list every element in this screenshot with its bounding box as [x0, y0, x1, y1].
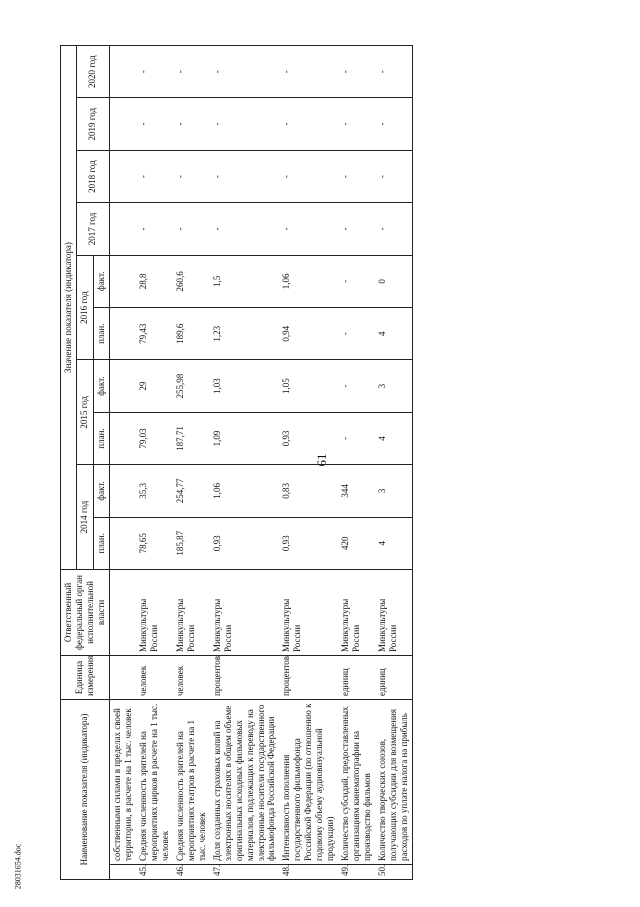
cell-p2016: - — [338, 308, 375, 360]
cell-y2020: - — [375, 46, 412, 98]
cell-num: 50. — [375, 865, 412, 880]
header-2020: 2020 год — [76, 46, 109, 98]
cell-y2019: - — [279, 98, 338, 150]
empty-cell — [109, 150, 135, 202]
cell-y2017: - — [136, 203, 173, 255]
cell-p2014: 0,93 — [210, 517, 280, 569]
cell-name: Средняя численность зрителей на мероприятиях цирков в расчете на 1 тыс. человек — [136, 699, 173, 864]
cell-y2020: - — [136, 46, 173, 98]
header-fact-2015: факт. — [93, 360, 109, 412]
cell-p2015: 187,71 — [173, 412, 210, 464]
cell-f2016: 1,5 — [210, 255, 280, 307]
cell-org: Минкультуры России — [136, 569, 173, 655]
cell-p2015: 4 — [375, 412, 412, 464]
cell-f2015: 1,03 — [210, 360, 280, 412]
cell-num: 49. — [338, 865, 375, 880]
empty-cell — [109, 517, 135, 569]
cell-y2018: - — [375, 150, 412, 202]
header-plan-2016: план. — [93, 308, 109, 360]
cell-p2014: 420 — [338, 517, 375, 569]
cell-y2019: - — [210, 98, 280, 150]
cell-f2016: 0 — [375, 255, 412, 307]
table-row — [210, 46, 280, 880]
cell-f2015: 29 — [136, 360, 173, 412]
cell-org: Минкультуры России — [279, 569, 338, 655]
empty-cell — [109, 569, 135, 655]
cell-y2018: - — [210, 150, 280, 202]
cell-p2015: - — [338, 412, 375, 464]
cell-y2018: - — [173, 150, 210, 202]
page-number: 61 — [314, 453, 329, 467]
cell-unit: процентов — [210, 655, 280, 699]
cell-p2016: 79,43 — [136, 308, 173, 360]
cell-y2018: - — [338, 150, 375, 202]
cell-num: 46. — [173, 865, 210, 880]
cell-y2017: - — [375, 203, 412, 255]
cell-f2015: 1,05 — [279, 360, 338, 412]
empty-cell — [109, 465, 135, 517]
empty-cell — [109, 203, 135, 255]
cell-y2019: - — [338, 98, 375, 150]
cell-unit: единиц — [338, 655, 375, 699]
cell-y2018: - — [279, 150, 338, 202]
cell-num: 45. — [136, 865, 173, 880]
cell-p2015: 0,93 — [279, 412, 338, 464]
indicators-table — [60, 45, 413, 880]
cell-f2016: 28,8 — [136, 255, 173, 307]
cell-y2017: - — [279, 203, 338, 255]
header-unit: Единица измерения — [61, 655, 110, 699]
cell-p2015: 79,03 — [136, 412, 173, 464]
table-row — [136, 46, 173, 880]
header-2017: 2017 год — [76, 203, 109, 255]
table-row — [173, 46, 210, 880]
cell-p2014: 185,87 — [173, 517, 210, 569]
cell-y2017: - — [173, 203, 210, 255]
cell-f2014: 3 — [375, 465, 412, 517]
continuation-row — [109, 46, 135, 880]
cell-unit: человек — [136, 655, 173, 699]
rotated-table-container — [60, 45, 595, 880]
cell-p2015: 1,09 — [210, 412, 280, 464]
continuation-text: собственными силами в пределах своей территории, в расчете на 1 тыс. человек — [109, 699, 135, 864]
cell-f2014: 0,83 — [279, 465, 338, 517]
header-plan-2014: план. — [93, 517, 109, 569]
header-plan-2015: план. — [93, 412, 109, 464]
cell-unit: единиц — [375, 655, 412, 699]
table-row — [375, 46, 412, 880]
header-2015: 2015 год — [76, 360, 93, 465]
cell-f2015: 3 — [375, 360, 412, 412]
cell-p2016: 189,6 — [173, 308, 210, 360]
cell-f2014: 254,77 — [173, 465, 210, 517]
cell-org: Минкультуры России — [338, 569, 375, 655]
cell-p2016: 1,23 — [210, 308, 280, 360]
cell-y2019: - — [375, 98, 412, 150]
cell-y2020: - — [279, 46, 338, 98]
table-row — [338, 46, 375, 880]
table-row — [279, 46, 338, 880]
empty-cell — [109, 412, 135, 464]
cell-f2014: 344 — [338, 465, 375, 517]
cell-f2015: - — [338, 360, 375, 412]
header-2016: 2016 год — [76, 255, 93, 360]
cell-name: Количество субсидий, предоставленных организациям кинематографии на производство фильмов — [338, 699, 375, 864]
header-name: Наименование показателя (индикатора) — [61, 699, 110, 879]
empty-cell — [109, 360, 135, 412]
cell-f2016: 260,6 — [173, 255, 210, 307]
cell-y2019: - — [136, 98, 173, 150]
cell-y2018: - — [136, 150, 173, 202]
cell-num: 47. — [210, 865, 280, 880]
cell-y2019: - — [173, 98, 210, 150]
cell-num: 48. — [279, 865, 338, 880]
cell-p2016: 4 — [375, 308, 412, 360]
row-number-empty — [109, 865, 135, 880]
header-2018: 2018 год — [76, 150, 109, 202]
cell-name: Средняя численность зрителей на мероприятиях театров в расчете на 1 тыс. человек — [173, 699, 210, 864]
header-2014: 2014 год — [76, 465, 93, 570]
cell-name: Количество творческих союзов, получающих субсидии для возмещения расходов по уплате налога на прибыль — [375, 699, 412, 864]
cell-f2014: 35,3 — [136, 465, 173, 517]
cell-org: Минкультуры России — [375, 569, 412, 655]
header-2019: 2019 год — [76, 98, 109, 150]
empty-cell — [109, 255, 135, 307]
cell-name: Интенсивность пополнения государственного фильмофонда Российской Федерации (по отношению к годовому объему аудиовизуальной продукции) — [279, 699, 338, 864]
cell-p2014: 0,93 — [279, 517, 338, 569]
header-fact-2016: факт. — [93, 255, 109, 307]
cell-f2016: - — [338, 255, 375, 307]
cell-org: Минкультуры России — [210, 569, 280, 655]
empty-cell — [109, 98, 135, 150]
header-values: Значение показателя (индикатора) — [61, 46, 77, 570]
cell-org: Минкультуры России — [173, 569, 210, 655]
cell-y2020: - — [210, 46, 280, 98]
cell-y2020: - — [338, 46, 375, 98]
cell-unit: человек — [173, 655, 210, 699]
cell-y2017: - — [210, 203, 280, 255]
cell-name: Доля созданных страховых копий на электронных носителях в общем объеме оригинальных исходных фильмовых материалов, подлежащих к переводу на электронные носители государственного фильмофонда Российской Федерации — [210, 699, 280, 864]
cell-f2015: 255,98 — [173, 360, 210, 412]
cell-y2020: - — [173, 46, 210, 98]
empty-cell — [109, 655, 135, 699]
document-code: 28031654.doc — [13, 843, 23, 890]
cell-unit: процентов — [279, 655, 338, 699]
cell-p2016: 0,94 — [279, 308, 338, 360]
cell-f2014: 1,06 — [210, 465, 280, 517]
header-fact-2014: факт. — [93, 465, 109, 517]
empty-cell — [109, 308, 135, 360]
empty-cell — [109, 46, 135, 98]
cell-y2017: - — [338, 203, 375, 255]
table-body — [109, 46, 412, 880]
cell-p2014: 4 — [375, 517, 412, 569]
cell-p2014: 78,65 — [136, 517, 173, 569]
cell-f2016: 1,06 — [279, 255, 338, 307]
header-org: Ответственный федеральный орган исполнительной власти — [61, 569, 110, 655]
